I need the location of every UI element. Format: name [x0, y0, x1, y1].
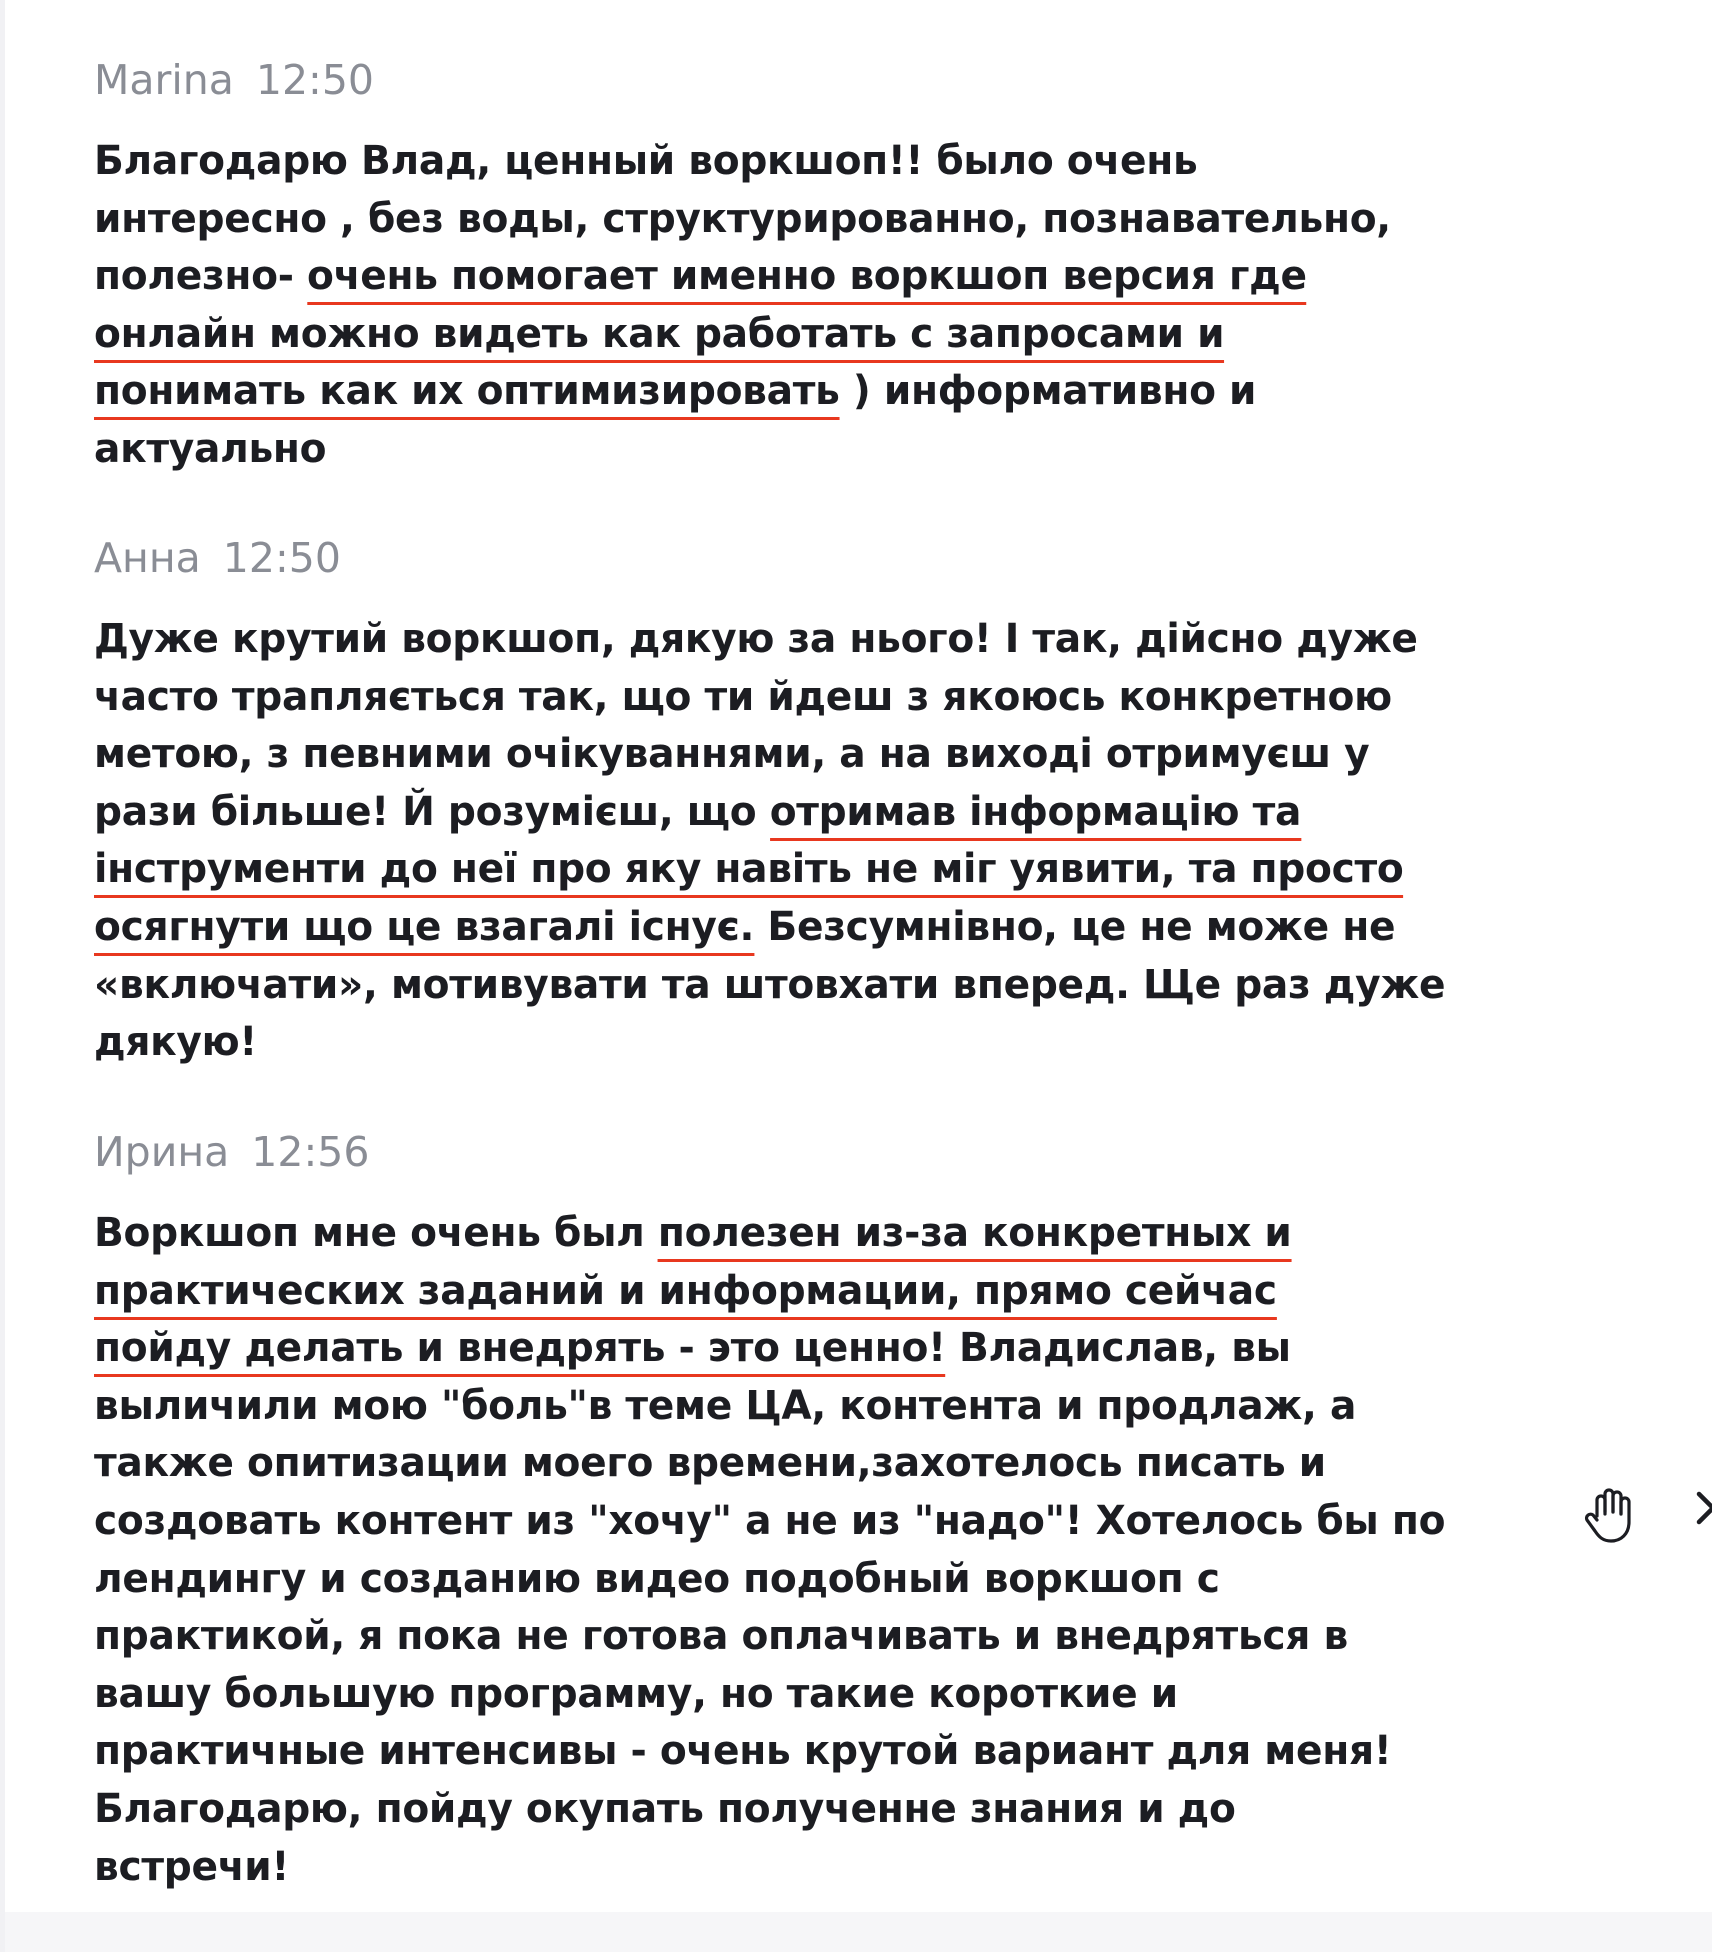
message-line	[94, 841, 1454, 899]
message-line	[94, 1723, 1454, 1781]
message-time: 12:56	[251, 1128, 370, 1176]
text-segment: лендингу и созданию видео подобный воркшоп с	[94, 1555, 1220, 1602]
highlighted-phrase: отримав інформацію та	[770, 789, 1301, 841]
text-segment: Благодарю, пойду окупать полученне знания и до	[94, 1785, 1236, 1832]
message-line	[94, 1781, 1454, 1839]
message-line	[94, 1378, 1454, 1436]
text-segment: часто трапляється так, що ти йдеш з якоюсь конкретною	[94, 673, 1392, 720]
message-line	[94, 611, 1454, 669]
hand-icon[interactable]	[1583, 1486, 1637, 1544]
message-author: Marina	[94, 56, 234, 104]
footer-shade	[5, 1912, 1712, 1952]
message-line	[94, 1320, 1454, 1378]
message-line	[94, 669, 1454, 727]
message-line	[94, 1014, 1454, 1072]
text-segment: практичные интенсивы - очень крутой вариант для меня!	[94, 1728, 1392, 1775]
message-text	[94, 1205, 1484, 1896]
text-segment: практикой, я пока не готова оплачивать и внедряться в	[94, 1613, 1348, 1660]
message-line	[94, 1666, 1454, 1724]
message-author: Ирина	[94, 1128, 230, 1176]
message-line	[94, 1551, 1454, 1609]
highlighted-phrase: інструменти до неї про яку навіть не міг уявити, та просто	[94, 846, 1403, 898]
message-line	[94, 726, 1454, 784]
chat-message	[94, 54, 1484, 479]
text-segment: выличили мою "боль"в теме ЦА, контента и продлаж, а	[94, 1382, 1357, 1429]
text-segment: «включати», мотивувати та штовхати вперед. Ще раз дуже	[94, 961, 1446, 1008]
text-segment: Владислав, вы	[945, 1325, 1291, 1372]
chat-message	[94, 532, 1484, 1072]
message-line	[94, 1839, 1454, 1897]
message-line	[94, 248, 1454, 306]
message-line	[94, 1263, 1454, 1321]
text-segment: интересно , без воды, структурированно, познавательно,	[94, 195, 1391, 242]
text-segment: вашу большую программу, но такие короткие и	[94, 1670, 1178, 1717]
text-segment: Безсумнівно, це не може не	[754, 903, 1396, 950]
message-line	[94, 133, 1454, 191]
message-meta	[94, 54, 1484, 106]
message-line	[94, 1493, 1454, 1551]
text-segment: Воркшоп мне очень был	[94, 1210, 658, 1256]
highlighted-phrase: онлайн можно видеть как работать с запросами и	[94, 311, 1224, 363]
highlighted-phrase: понимать как их оптимизировать	[94, 368, 840, 420]
message-line	[94, 191, 1454, 249]
text-segment: создовать контент из "хочу" а не из "надо"! Хотелось бы по	[94, 1497, 1446, 1544]
text-segment: ) информативно и	[839, 368, 1257, 415]
message-line	[94, 306, 1454, 364]
message-line	[94, 1205, 1454, 1263]
message-line	[94, 899, 1454, 957]
message-meta	[94, 1126, 1484, 1178]
text-segment: актуально	[94, 425, 327, 472]
text-segment: дякую!	[94, 1019, 257, 1066]
message-line	[94, 784, 1454, 842]
message-time: 12:50	[222, 534, 341, 582]
message-time: 12:50	[255, 56, 375, 104]
message-line	[94, 421, 1454, 479]
highlighted-phrase: полезен из-за конкретных и	[658, 1210, 1292, 1262]
text-segment: Дуже крутий воркшоп, дякую за нього! І так, дійсно дуже	[94, 616, 1418, 662]
message-line	[94, 363, 1454, 421]
text-segment: Благодарю Влад, ценный воркшоп!! было очень	[94, 138, 1198, 184]
text-segment: метою, з певними очікуваннями, а на виході отримуєш у	[94, 731, 1370, 778]
message-line	[94, 1435, 1454, 1493]
text-segment: встречи!	[94, 1843, 290, 1890]
message-line	[94, 1608, 1454, 1666]
chevron-right-icon[interactable]	[1693, 1486, 1712, 1532]
highlighted-phrase: очень помогает именно воркшоп версия где	[307, 253, 1307, 305]
message-text	[94, 133, 1484, 479]
highlighted-phrase: пойду делать и внедрять - это ценно!	[94, 1325, 946, 1377]
message-meta	[94, 532, 1484, 584]
message-line	[94, 957, 1454, 1015]
text-segment: также опитизации моего времени,захотелось писать и	[94, 1440, 1326, 1487]
text-segment: полезно-	[94, 253, 308, 300]
message-author: Анна	[94, 534, 201, 582]
message-text	[94, 611, 1484, 1072]
highlighted-phrase: осягнути що це взагалі існує.	[94, 904, 754, 956]
chat-message	[94, 1126, 1484, 1896]
highlighted-phrase: практических заданий и информации, прямо сейчас	[94, 1268, 1277, 1320]
text-segment: рази більше! Й розумієш, що	[94, 788, 770, 835]
